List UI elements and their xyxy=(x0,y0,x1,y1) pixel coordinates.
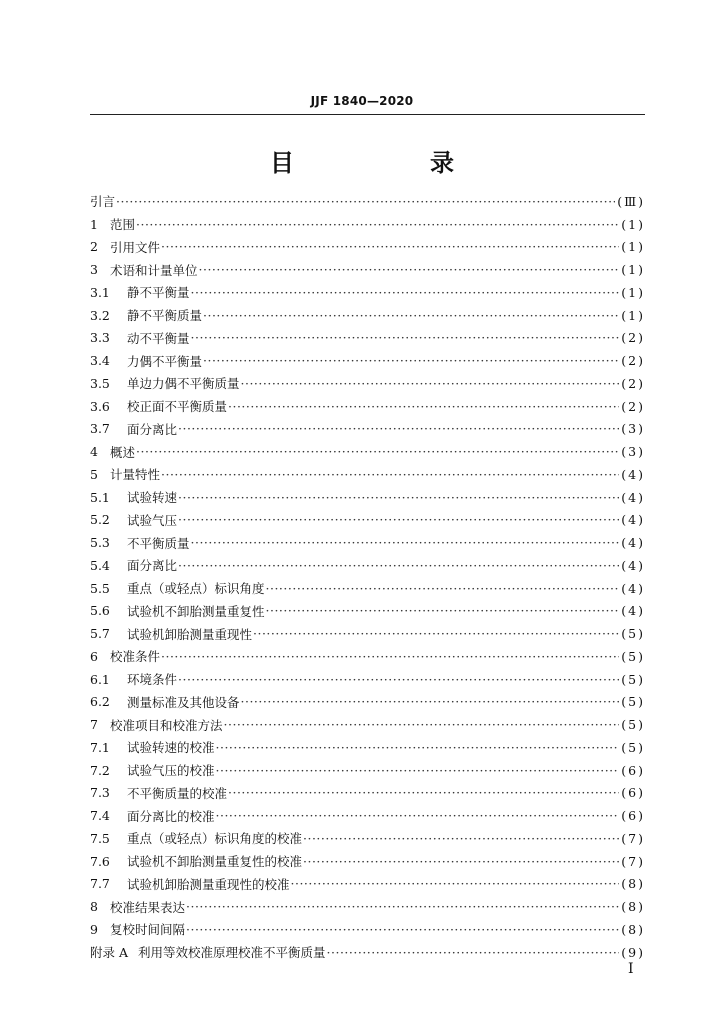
toc-dot-leader xyxy=(191,330,620,345)
toc-dot-leader xyxy=(178,558,619,573)
toc-entry-page: (1) xyxy=(621,307,645,323)
toc-entry-label: 范围 xyxy=(110,217,136,233)
toc-entry xyxy=(90,600,645,623)
toc-entry xyxy=(90,918,645,941)
toc-entry-label: 计量特性 xyxy=(110,467,161,483)
toc-entry-label: 静不平衡量 xyxy=(127,285,190,301)
toc-entry-number: 1 xyxy=(90,216,98,232)
toc-entry-page: (5) xyxy=(621,671,645,687)
toc-dot-leader xyxy=(161,649,619,664)
toc-entry-number: 7.2 xyxy=(90,762,110,778)
toc-dot-leader xyxy=(327,945,620,960)
toc-entry-page: (2) xyxy=(621,398,645,414)
toc-dot-leader xyxy=(253,626,619,641)
toc-entry-number: 5.3 xyxy=(90,535,110,551)
toc-entry-page: (8) xyxy=(621,876,645,892)
toc-entry-label: 校准项目和校准方法 xyxy=(110,717,223,733)
toc-dot-leader xyxy=(178,421,619,436)
page-title: 目 录 xyxy=(270,149,510,177)
toc-entry xyxy=(90,759,645,782)
toc-entry-label: 试验转速 xyxy=(127,490,178,506)
toc-entry xyxy=(90,713,645,736)
toc-entry-number: 3.6 xyxy=(90,398,110,414)
toc-entry-number: 6.1 xyxy=(90,671,110,687)
toc-entry-label: 测量标准及其他设备 xyxy=(127,694,240,710)
toc-entry-number: 附录 A xyxy=(90,945,129,961)
toc-entry xyxy=(90,440,645,463)
toc-entry xyxy=(90,554,645,577)
toc-entry-page: (6) xyxy=(621,785,645,801)
toc-entry xyxy=(90,895,645,918)
toc-entry-page: (7) xyxy=(621,830,645,846)
toc-entry xyxy=(90,577,645,600)
toc-entry xyxy=(90,827,645,850)
toc-entry-number: 5 xyxy=(90,466,98,482)
toc-dot-leader xyxy=(191,285,620,300)
toc-entry xyxy=(90,873,645,896)
toc-dot-leader xyxy=(186,922,619,937)
toc-entry-number: 3.4 xyxy=(90,353,110,369)
toc-entry-page: (5) xyxy=(621,648,645,664)
toc-entry xyxy=(90,509,645,532)
toc-dot-leader xyxy=(178,672,619,687)
toc-dot-leader xyxy=(203,308,619,323)
toc-dot-leader xyxy=(224,717,620,732)
toc-entry-number: 5.7 xyxy=(90,626,110,642)
toc-entry-number: 5.4 xyxy=(90,557,110,573)
toc-entry-label: 重点（或轻点）标识角度的校准 xyxy=(127,831,303,847)
toc-entry xyxy=(90,236,645,259)
toc-entry-number: 5.2 xyxy=(90,512,110,528)
toc-entry-number: 3.5 xyxy=(90,375,110,391)
toc-entry-label: 力偶不平衡量 xyxy=(127,353,203,369)
toc-dot-leader xyxy=(178,490,619,505)
toc-dot-leader xyxy=(266,603,620,618)
toc-entry-page: (2) xyxy=(621,375,645,391)
toc-entry xyxy=(90,213,645,236)
toc-dot-leader xyxy=(228,399,619,414)
toc-entry-page: (4) xyxy=(621,489,645,505)
toc-entry-number: 5.1 xyxy=(90,489,110,505)
toc-entry xyxy=(90,463,645,486)
toc-entry-page: (5) xyxy=(621,694,645,710)
toc-entry xyxy=(90,691,645,714)
toc-entry-number: 3 xyxy=(90,262,98,278)
toc-dot-leader xyxy=(136,444,619,459)
toc-entry-page: (2) xyxy=(621,330,645,346)
toc-entry-number: 7.7 xyxy=(90,876,110,892)
toc-entry xyxy=(90,622,645,645)
toc-entry-label: 静不平衡质量 xyxy=(127,308,203,324)
toc-dot-leader xyxy=(161,239,619,254)
toc-entry-page: (3) xyxy=(621,444,645,460)
toc-dot-leader xyxy=(161,467,619,482)
toc-entry-page: (7) xyxy=(621,853,645,869)
toc-entry-page: (1) xyxy=(621,239,645,255)
toc-entry-label: 校正面不平衡质量 xyxy=(127,399,228,415)
toc-entry-page: (5) xyxy=(621,739,645,755)
toc-entry-page: (5) xyxy=(621,626,645,642)
toc-entry-page: (5) xyxy=(621,717,645,733)
toc-dot-leader xyxy=(216,808,620,823)
toc-entry-number: 7.5 xyxy=(90,830,110,846)
toc-entry-label: 面分离比 xyxy=(127,421,178,437)
toc-entry-label: 校准条件 xyxy=(110,649,161,665)
toc-entry-page: (8) xyxy=(621,921,645,937)
toc-entry-label: 面分离比 xyxy=(127,558,178,574)
toc-entry-label: 校准结果表达 xyxy=(110,899,186,915)
toc-entry xyxy=(90,395,645,418)
table-of-contents xyxy=(90,190,645,964)
toc-dot-leader xyxy=(186,899,619,914)
toc-entry-label: 单边力偶不平衡质量 xyxy=(127,376,240,392)
toc-entry-page: (3) xyxy=(621,421,645,437)
toc-entry-number: 4 xyxy=(90,444,98,460)
toc-entry xyxy=(90,190,645,213)
toc-entry-label: 复校时间间隔 xyxy=(110,922,186,938)
toc-entry-number: 9 xyxy=(90,921,98,937)
toc-entry-page: (4) xyxy=(621,603,645,619)
toc-entry-label: 试验机卸胎测量重现性的校准 xyxy=(127,876,290,892)
toc-entry xyxy=(90,941,645,964)
toc-entry xyxy=(90,349,645,372)
toc-entry-page: (6) xyxy=(621,808,645,824)
toc-dot-leader xyxy=(216,740,620,755)
toc-entry-page: (4) xyxy=(621,580,645,596)
toc-entry-label: 利用等效校准原理校准不平衡质量 xyxy=(138,945,326,961)
toc-entry-label: 试验气压 xyxy=(127,512,178,528)
toc-entry-number: 7 xyxy=(90,717,98,733)
header-divider xyxy=(90,114,645,115)
toc-dot-leader xyxy=(266,581,620,596)
toc-entry-label: 重点（或轻点）标识角度 xyxy=(127,581,265,597)
toc-dot-leader xyxy=(136,217,619,232)
toc-entry-page: (4) xyxy=(621,557,645,573)
toc-entry-number: 3.1 xyxy=(90,284,110,300)
toc-entry-number: 7.3 xyxy=(90,785,110,801)
toc-entry-label: 环境条件 xyxy=(127,672,178,688)
toc-entry-label: 术语和计量单位 xyxy=(110,262,198,278)
toc-dot-leader xyxy=(216,763,620,778)
toc-dot-leader xyxy=(303,831,619,846)
toc-entry-page: (1) xyxy=(621,284,645,300)
toc-entry-page: (4) xyxy=(621,466,645,482)
toc-entry-page: (1) xyxy=(621,216,645,232)
toc-entry-label: 试验机不卸胎测量重复性的校准 xyxy=(127,854,303,870)
toc-entry-page: (6) xyxy=(621,762,645,778)
toc-entry-number: 6.2 xyxy=(90,694,110,710)
toc-entry xyxy=(90,281,645,304)
toc-entry xyxy=(90,782,645,805)
toc-dot-leader xyxy=(228,785,619,800)
toc-entry-label: 引言 xyxy=(90,194,116,210)
toc-entry xyxy=(90,804,645,827)
toc-dot-leader xyxy=(303,854,619,869)
toc-entry-page: (1) xyxy=(621,262,645,278)
toc-entry-number: 3.3 xyxy=(90,330,110,346)
toc-entry xyxy=(90,531,645,554)
toc-entry-label: 面分离比的校准 xyxy=(127,808,215,824)
toc-dot-leader xyxy=(116,194,615,209)
toc-entry-label: 试验转速的校准 xyxy=(127,740,215,756)
toc-entry-label: 不平衡质量 xyxy=(127,535,190,551)
toc-dot-leader xyxy=(291,876,620,891)
toc-dot-leader xyxy=(199,262,620,277)
toc-entry xyxy=(90,304,645,327)
toc-dot-leader xyxy=(178,512,619,527)
toc-entry-number: 6 xyxy=(90,648,98,664)
toc-entry-label: 不平衡质量的校准 xyxy=(127,785,228,801)
toc-entry xyxy=(90,736,645,759)
toc-entry-number: 8 xyxy=(90,899,98,915)
toc-dot-leader xyxy=(191,535,620,550)
toc-entry-page: (9) xyxy=(621,944,645,960)
toc-entry-number: 7.6 xyxy=(90,853,110,869)
toc-entry-number: 3.7 xyxy=(90,421,110,437)
toc-entry-number: 7.4 xyxy=(90,808,110,824)
toc-entry-label: 试验机卸胎测量重现性 xyxy=(127,626,253,642)
toc-entry-label: 试验机不卸胎测量重复性 xyxy=(127,603,265,619)
document-code: JJF 1840—2020 xyxy=(310,94,414,108)
toc-entry xyxy=(90,645,645,668)
toc-entry-number: 3.2 xyxy=(90,307,110,323)
toc-entry-page: (4) xyxy=(621,535,645,551)
toc-entry-label: 试验气压的校准 xyxy=(127,763,215,779)
toc-entry xyxy=(90,372,645,395)
toc-entry xyxy=(90,327,645,350)
toc-dot-leader xyxy=(241,376,620,391)
toc-entry xyxy=(90,258,645,281)
toc-entry-label: 概述 xyxy=(110,444,136,460)
toc-entry-label: 动不平衡量 xyxy=(127,330,190,346)
toc-entry xyxy=(90,486,645,509)
page-number: Ⅰ xyxy=(628,961,634,977)
toc-entry-number: 2 xyxy=(90,239,98,255)
toc-entry-page: (Ⅲ) xyxy=(617,193,645,209)
toc-entry-number: 5.5 xyxy=(90,580,110,596)
toc-entry-page: (4) xyxy=(621,512,645,528)
toc-entry-page: (8) xyxy=(621,899,645,915)
toc-entry-page: (2) xyxy=(621,353,645,369)
toc-entry-number: 7.1 xyxy=(90,739,110,755)
toc-entry xyxy=(90,418,645,441)
toc-entry-label: 引用文件 xyxy=(110,239,161,255)
toc-dot-leader xyxy=(241,694,620,709)
toc-entry-number: 5.6 xyxy=(90,603,110,619)
toc-entry xyxy=(90,668,645,691)
toc-entry xyxy=(90,850,645,873)
toc-dot-leader xyxy=(203,353,619,368)
